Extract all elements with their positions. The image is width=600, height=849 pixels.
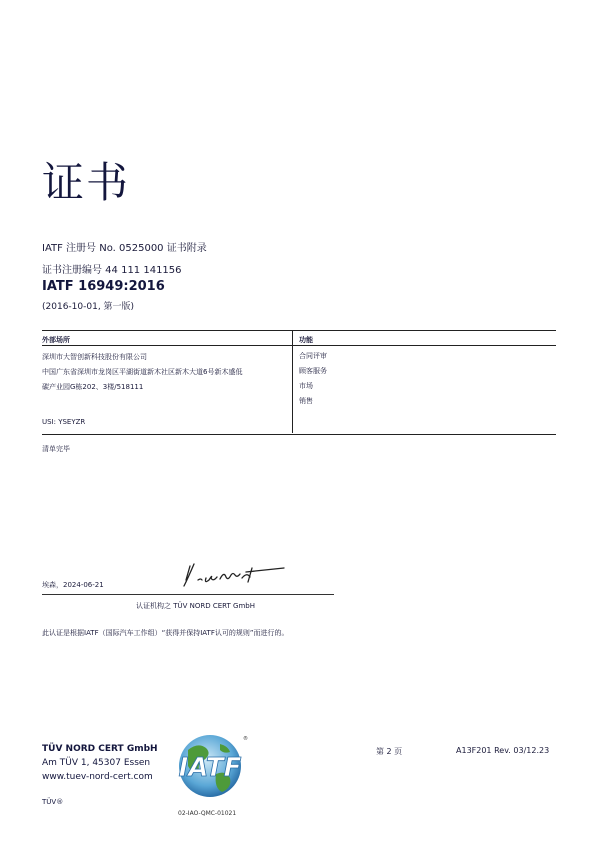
form-revision: A13F201 Rev. 03/12.23 <box>456 746 550 755</box>
site-address <box>42 350 287 395</box>
page-number: 第 2 页 <box>376 747 403 756</box>
footer-website[interactable]: www.tuev-nord-cert.com <box>42 772 153 782</box>
signature-image <box>180 560 290 588</box>
usi-code: USI: YSEYZR <box>42 418 86 426</box>
standard-name: IATF 16949:2016 <box>42 279 165 294</box>
iatf-logo-icon <box>166 730 252 806</box>
footer-organization: TÜV NORD CERT GmbH <box>42 744 158 754</box>
footer-address: Am TÜV 1, 45307 Essen <box>42 758 151 768</box>
page-title: 证书 <box>42 158 131 207</box>
end-of-list: 清单完毕 <box>42 445 70 453</box>
table-header-divider <box>42 345 556 346</box>
standard-edition: (2016-10-01, 第一版) <box>42 302 135 312</box>
registration-line: IATF 注册号 No. 0525000 证书附录 <box>42 243 207 254</box>
site-address-line: 中国广东省深圳市龙岗区平湖街道新木社区新木大道6号新木盛低 <box>42 368 243 376</box>
table-header-site: 外部场所 <box>42 336 70 344</box>
function-item: 合同评审 <box>299 352 327 360</box>
svg-text:®: ® <box>243 736 248 742</box>
function-list <box>299 349 327 409</box>
logo-code: 02-IAO-QMC-01021 <box>178 810 237 817</box>
place-date: 埃森，2024-06-21 <box>42 581 104 589</box>
site-address-line: 碳产业园G栋202、3楼/518111 <box>42 383 144 391</box>
svg-text:IATF: IATF <box>178 753 242 783</box>
tuv-mark: TÜV® <box>42 798 64 806</box>
certification-note: 此认证是根据IATF（国际汽车工作组）“获得并保持IATF认可的规则”而进行的。 <box>42 629 289 637</box>
function-item: 销售 <box>299 397 313 405</box>
certificate-number-line: 证书注册编号 44 111 141156 <box>42 265 182 276</box>
function-item: 顾客服务 <box>299 367 327 375</box>
site-address-line: 深圳市大智创新科技股份有限公司 <box>42 353 147 361</box>
table-header-function: 功能 <box>299 336 313 344</box>
signer-org: 认证机构之 TÜV NORD CERT GmbH <box>136 602 255 610</box>
signature-line <box>42 594 334 595</box>
function-item: 市场 <box>299 382 313 390</box>
